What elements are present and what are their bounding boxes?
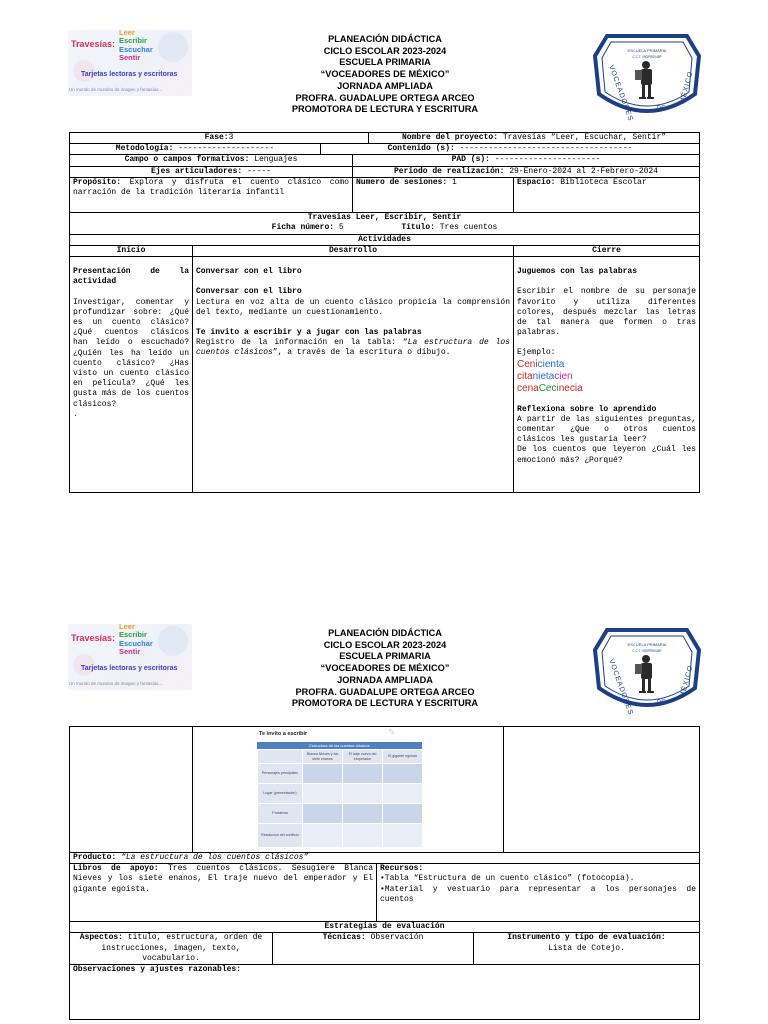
ficha-value: 5 [338,223,344,233]
worksheet-cell [193,727,504,853]
ejemplo-word: cien [554,370,573,382]
col-cierre-header: Cierre [514,246,700,257]
page1-header [0,26,768,126]
ejes-label: Ejes articuladores: [150,166,243,176]
ejes-value: ----- [247,166,272,176]
badge-ring-left: VOCEADORES [607,658,635,717]
fase-cell [70,133,369,144]
travesias-logo [68,30,192,96]
actividades-header: Actividades [70,234,700,245]
desarrollo-title3: Te invito a escribir y a jugar con las palabras [196,328,422,338]
header-line: CICLO ESCOLAR 2023-2024 [323,45,447,56]
school-shield-logo [585,32,709,126]
logo-word: Leer [119,622,135,631]
periodo-cell [353,166,700,177]
logo-tarjetas: Tarjetas lectoras y escritoras [81,665,178,672]
logo-word: Escuchar [119,44,153,54]
sesiones-value: 1 [452,177,457,187]
page2-header [0,620,768,720]
worksheet-col: El gigante egoísta [383,750,423,764]
aspectos-value: titulo, estructura, orden de instrucciones, imagen, texto, vocabulario. [101,933,263,963]
logo-word: Sentir [119,53,141,63]
ejes-cell [70,166,353,177]
logo-travesias-text: Travesías: [71,39,116,49]
aspectos-label: Aspectos: [79,933,123,943]
worksheet-title: Te invito a escribir [259,731,308,737]
worksheet-row: Personajes principales [258,764,303,784]
reflexiona-text1: A partir de las siguientes preguntas, comentar ¿Que o otros cuentos clásicos les gustaria leer? [517,414,697,445]
espacio-value: Biblioteca Escolar [560,177,647,187]
instrumento-label: Instrumento y tipo de evaluación: [507,933,666,943]
pad-label: PAD (s): [451,155,490,165]
badge-top1: ESCUELA PRIMARIA [627,642,667,647]
metodologia-label: Metodología: [115,144,174,154]
badge-ring-de: DE [657,106,666,112]
proyecto-value: Travesias “Leer, Escuchar, Sentir” [502,133,667,142]
cierre-title: Juguemos con las palabras [517,267,638,277]
header-line: ESCUELA PRIMARIA [339,57,431,68]
header-titles [250,628,520,710]
header-line: “VOCEADORES DE MÉXICO” [320,663,450,674]
sesiones-cell [353,177,514,212]
ejemplo-label: Ejemplo: [517,348,556,358]
producto-label: Producto: [73,853,117,862]
ejemplo-word: nieta [532,370,555,382]
logo-word: Escribir [119,630,147,640]
worksheet-grid [257,749,423,848]
header-line: JORNADA AMPLIADA [337,80,433,91]
ejemplo-word: Ceci [538,382,559,394]
contenido-cell [321,144,700,155]
proyecto-label: Nombre del proyecto: [401,133,498,142]
ejemplo-word: cena [517,382,539,394]
worksheet-col: El traje nuevo del emperador [343,750,383,764]
producto-cell [70,853,700,864]
header-line: “VOCEADORES DE MÉXICO” [320,69,450,80]
libros-value: Tres cuentos clásicos. Sesugiere Blanca Nieves y los siete enanos, El traje nuevo del emperador y El gigante egoista. [73,864,373,894]
instrumento-cell [474,933,700,965]
desarrollo-title2: Conversar con el libro [196,287,302,297]
recursos-item: •Tabla “Estructura de un cuento clásico” (fotocopia). [380,874,635,884]
ficha-cell [70,212,700,234]
desarrollo-cell [193,257,514,493]
recursos-item: •Material y vestuario para representar a los personajes de cuentos [380,884,696,904]
header-line: JORNADA AMPLIADA [337,674,433,685]
contenido-label: Contenido (s): [387,144,455,154]
header-line: PLANEACIÓN DIDÁCTICA [328,34,442,44]
worksheet-col: Blanca Nieves y los siete enanos [303,750,343,764]
recursos-cell [377,864,700,922]
logo-word: Sentir [119,647,141,657]
col-inicio-header: Inicio [70,246,193,257]
proposito-cell [70,177,353,212]
header-line: CICLO ESCOLAR 2023-2024 [323,639,447,650]
desarrollo-title1: Conversar con el libro [196,267,302,277]
proyecto-cell [369,133,700,144]
page1-table [69,132,700,493]
contenido-value: ------------------------------------ [459,144,633,154]
logo-word: Escribir [119,36,147,46]
worksheet-image [253,727,426,852]
observaciones-label: Observaciones y ajustes razonables: [73,965,242,975]
header-line: PLANEACIÓN DIDÁCTICA [328,628,442,638]
estrategias-header: Estrategias de evaluación [70,922,700,933]
inicio-text: Investigar, comentar y profundizar sobre: ¿Qué es un cuento clásico? ¿Qué cuentos clásicos han leído o escuchado? ¿Quién les ha leído un cuento clásico? ¿Has visto un cuento clásico en película? ¿Qué les gusta más de los cuentos clásicos? [73,297,189,409]
header-line: PROFRA. GUADALUPE ORTEGA ARCEO [295,686,475,697]
producto-value: “La estructura de los cuentos clásicos” [121,853,309,862]
header-line: ESCUELA PRIMARIA [339,651,431,662]
page2-table [69,726,700,1020]
desarrollo-text2c: ”, a través de la escritura o dibujo. [272,348,451,358]
libros-cell [70,864,377,922]
worksheet-row: Lugar (presentación) [258,784,303,804]
ejemplo-line3 [517,383,696,395]
ejemplo-word: necia [558,382,583,394]
campo-label: Campo o campos formativos: [124,155,250,165]
worksheet-decoration-icon: ✎ [388,727,396,737]
logo-travesias-text: Travesías: [71,633,116,643]
worksheet-header: Estructura de los cuentos clásicos [257,742,422,749]
proposito-label: Propósito: [73,177,122,187]
badge-top2: C.C.T. 09DPR0045P [632,55,662,59]
observaciones-cell [70,965,700,1020]
logo-tagline: Un mundo de mundos de imagen y fantasías... [69,681,163,686]
ejemplo-word: cita [517,370,533,382]
inicio-end: . [73,409,78,419]
fase-value: 3 [228,133,234,142]
badge-ring-de: DE [657,700,666,706]
instrumento-value: Lista de Cotejo. [548,943,625,953]
titulo-label: Título: [401,223,435,233]
desarrollo-text2 [196,338,510,358]
logo-word: Escuchar [119,638,153,648]
campo-value: Lenguajes [254,155,298,165]
header-line: PROFRA. GUADALUPE ORTEGA ARCEO [295,92,475,103]
libros-label: Libros de apoyo: [73,864,159,874]
badge-ring-right: MÉXICO [679,664,695,699]
logo-words [119,29,153,63]
inicio-title: Presentación de la actividad [73,267,189,287]
travesias-line: Travesias Leer, Escribir, Sentir [307,212,462,222]
logo-tagline: Un mundo de mundos de imagen y fantasías... [69,87,163,92]
school-shield-logo [585,626,709,720]
ejemplo-line1 [517,359,696,371]
espacio-label: Espacio: [517,177,556,187]
cierre-continued-cell [504,727,700,853]
ficha-label: Ficha número: [271,223,335,233]
aspectos-cell [70,933,273,965]
col-desarrollo-header: Desarrollo [193,246,514,257]
reflexiona-title: Reflexiona sobre lo aprendido [517,404,657,414]
badge-ring-left: VOCEADORES [607,64,635,123]
badge-top2: C.C.T. 09DPR0045P [632,649,662,653]
travesias-logo [68,624,192,690]
espacio-cell [514,177,700,212]
periodo-value: 29-Enero-2024 al 2-Febrero-2024 [509,166,659,176]
ficha-line [73,223,696,233]
reflexiona-text2: De los cuentos que leyeron ¿Cuál les emocionó más? ¿Porqué? [517,445,697,465]
campo-cell [70,155,353,166]
logo-word: Leer [119,28,135,37]
tecnicas-label: Técnicas: [322,933,366,943]
desarrollo-text2a: Registro de la información en la tabla: “ [196,338,408,348]
desarrollo-text2b: La estructura de los cuentos clásicos [196,338,511,358]
cierre-cell [514,257,700,493]
sesiones-label: Numero de sesiones: [356,177,448,187]
inicio-continued-cell [70,727,193,853]
metodologia-cell [70,144,321,155]
pad-value: ---------------------- [494,155,601,165]
tecnicas-cell [273,933,474,965]
badge-ring-right: MÉXICO [679,70,695,105]
header-titles [250,34,520,116]
ejemplo-word: Ceni [517,358,538,370]
desarrollo-text1: Lectura en voz alta de un cuento clásico propicia la comprensión del texto, mediante un cuestionamiento. [196,297,511,317]
header-line: PROMOTORA DE LECTURA Y ESCRITURA [291,698,479,709]
worksheet-row: Resolución del conflicto [258,824,303,848]
proposito-value: Explora y disfruta el cuento clásico como narración de la tradición literaria infantil [73,177,349,198]
cierre-text: Escribir el nombre de su personaje favorito y utiliza diferentes colores, después mezclar las letras de tal manera que formen o tras palabras. [517,287,697,338]
recursos-label: Recursos: [380,864,424,874]
logo-words [119,623,153,657]
periodo-label: Periodo de realización: [393,166,505,176]
ejemplo-word: cienta [537,358,565,370]
metodologia-value: -------------------- [178,144,275,154]
fase-label: Fase: [204,133,229,142]
badge-top1: ESCUELA PRIMARIA [627,48,667,53]
logo-tarjetas: Tarjetas lectoras y escritoras [81,71,178,78]
ejemplo-line2 [517,371,696,383]
tecnicas-value: Observación [370,933,424,943]
header-line: PROMOTORA DE LECTURA Y ESCRITURA [291,104,479,115]
inicio-cell [70,257,193,493]
worksheet-row: Problema [258,804,303,824]
pad-cell [353,155,700,166]
titulo-value: Tres cuentos [439,223,498,233]
